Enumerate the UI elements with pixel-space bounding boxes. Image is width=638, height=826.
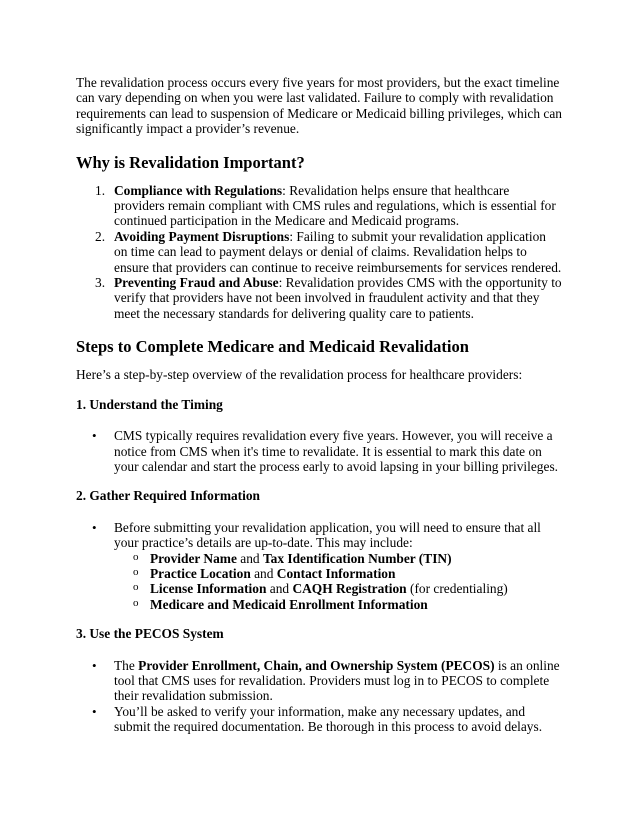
list-item-text: : Failing to submit your revalidation application on time can lead to payment delays or denial of claims. Revalidation helps to ensure that providers can continue to receive reimbursements for services rendered. (114, 228, 562, 275)
list-number: 2. (95, 228, 106, 244)
sublist-bold-a: License Information (150, 581, 267, 597)
sublist-item (114, 597, 562, 612)
intro-paragraph: The revalidation process occurs every five years for most providers, but the exact timeline can vary depending on when you were last validated. Failure to comply with revalidation requirements can lead to suspension of Medicare or Medicaid billing privileges, which can significantly impact a provider’s revenue. (76, 75, 563, 137)
list-item-title: Avoiding Payment Disruptions (114, 228, 290, 244)
importance-list (76, 183, 562, 322)
sublist-bold-b: Tax Identification Number (TIN) (262, 550, 452, 566)
list-item (76, 229, 562, 275)
bullet-icon: • (92, 428, 97, 444)
sublist-item (114, 581, 562, 596)
section-heading-steps: Steps to Complete Medicare and Medicaid Revalidation (76, 337, 469, 357)
sublist-item (114, 551, 562, 566)
step-heading-pecos: 3. Use the PECOS System (76, 626, 224, 642)
section-heading-why-revalidation: Why is Revalidation Important? (76, 152, 305, 172)
sublist-tail: (for credentialing) (406, 581, 508, 597)
step-heading-gather-info: 2. Gather Required Information (76, 488, 260, 504)
sublist-connector: and (266, 581, 293, 597)
circle-bullet-icon: o (133, 565, 139, 578)
list-item (76, 275, 562, 321)
pecos-list (76, 658, 562, 735)
required-info-sublist (114, 551, 562, 613)
list-item (76, 428, 562, 474)
circle-bullet-icon: o (133, 550, 139, 563)
list-item-text-pre: The (114, 657, 139, 673)
sublist-bold-a: Provider Name (150, 550, 237, 566)
steps-intro-paragraph: Here’s a step-by-step overview of the revalidation process for healthcare providers: (76, 367, 523, 383)
sublist-bold-a: Practice Location (150, 565, 251, 581)
list-item-text: CMS typically requires revalidation every five years. However, you will receive a notice from CMS when it's time to revalidate. It is essential to mark this date on your calendar and start the process early to avoid lapsing in your billing privileges. (114, 428, 559, 474)
list-item (76, 704, 562, 735)
list-item-text: : Revalidation provides CMS with the opportunity to verify that providers have not been involved in fraudulent activity and that they meet the necessary standards for delivering quality care to patients. (114, 275, 562, 321)
list-item (76, 183, 562, 229)
gather-info-list (76, 520, 562, 612)
sublist-bold-a: Medicare and Medicaid Enrollment Information (150, 596, 428, 612)
list-number: 1. (95, 182, 106, 198)
sublist-connector: and (250, 565, 277, 581)
list-item-title: Compliance with Regulations (114, 182, 283, 198)
timing-list (76, 428, 562, 474)
bullet-icon: • (92, 657, 97, 673)
circle-bullet-icon: o (133, 596, 139, 609)
pecos-system-name: Provider Enrollment, Chain, and Ownership System (PECOS) (138, 657, 495, 673)
sublist-bold-b: Contact Information (276, 565, 396, 581)
step-heading-timing: 1. Understand the Timing (76, 396, 223, 412)
bullet-icon: • (92, 703, 97, 719)
sublist-connector: and (236, 550, 263, 566)
circle-bullet-icon: o (133, 581, 139, 594)
bullet-icon: • (92, 519, 97, 535)
list-item (76, 658, 562, 704)
list-item-text-post: is an online tool that CMS uses for revalidation. Providers must log in to PECOS to complete their revalidation submission. (114, 657, 560, 704)
sublist-bold-b: CAQH Registration (292, 581, 407, 597)
list-item-text: You’ll be asked to verify your information, make any necessary updates, and submit the required documentation. Be thorough in this process to avoid delays. (114, 703, 543, 735)
list-number: 3. (95, 275, 106, 291)
sublist-item (114, 566, 562, 581)
list-item-title: Preventing Fraud and Abuse (114, 275, 279, 291)
list-item (76, 520, 562, 612)
list-item-text: Before submitting your revalidation application, you will need to ensure that all your practice’s details are up-to-date. This may include: (114, 519, 541, 551)
list-item-text: : Revalidation helps ensure that healthcare providers remain compliant with CMS rules and regulations, which is essential for continued participation in the Medicare and Medicaid programs. (114, 182, 556, 229)
